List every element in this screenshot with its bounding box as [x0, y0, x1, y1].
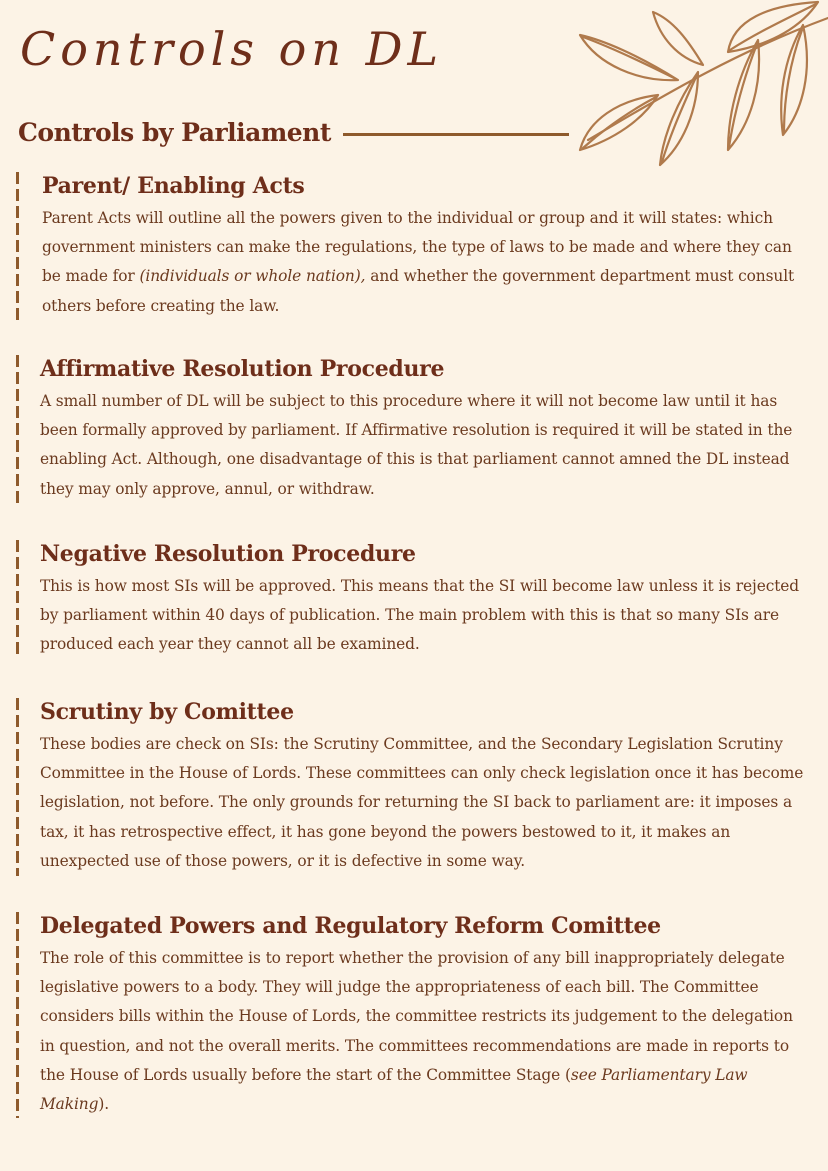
section-dashed-bar [16, 355, 19, 505]
section-body: A small number of DL will be subject to this procedure where it will not become law until it has been formally approved by parliament. If Affirmative resolution is required it will be stated in the enabling Act. Although, one disadvantage of this is that parliament cannot amned the DL instead they may only approve, annul, or withdraw. [40, 392, 793, 498]
page-title: Controls on DL [20, 22, 443, 76]
section-heading: Negative Resolution Procedure [40, 541, 416, 567]
section-heading: Affirmative Resolution Procedure [40, 356, 445, 382]
section-dashed-bar [16, 172, 19, 320]
section-dashed-bar [16, 912, 19, 1118]
section-heading: Parent/ Enabling Acts [42, 173, 305, 199]
section-body: Parent Acts will outline all the powers given to the individual or group and it will states: which government ministers can make the regulations, the type of laws to be made and where they can be made for (individuals or whole nation), and whether the government department must consult others before creating the law. [42, 209, 795, 315]
section-negative-resolution [16, 540, 812, 658]
subtitle: Controls by Parliament [18, 118, 331, 147]
section-scrutiny-by-committee [16, 698, 812, 876]
leaf-branch-icon [578, 0, 828, 175]
section-heading: Delegated Powers and Regulatory Reform Comittee [40, 913, 661, 939]
subtitle-row [18, 118, 569, 147]
section-affirmative-resolution [16, 355, 812, 505]
section-heading: Scrutiny by Comittee [40, 699, 294, 725]
subtitle-divider [343, 133, 569, 136]
section-body: This is how most SIs will be approved. This means that the SI will become law unless it is rejected by parliament within 40 days of publication. The main problem with this is that so many SIs are produced each year they cannot all be examined. [40, 577, 800, 654]
section-dashed-bar [16, 540, 19, 658]
section-parent-enabling-acts [16, 172, 812, 320]
section-delegated-powers-committee [16, 912, 812, 1118]
section-body: These bodies are check on SIs: the Scrutiny Committee, and the Secondary Legislation Scrutiny Committee in the House of Lords. These committees can only check legislation once it has become legislation, not before. The only grounds for returning the SI back to parliament are: it imposes a tax, it has retrospective effect, it has gone beyond the powers bestowed to it, it makes an unexpected use of those powers, or it is defective in some way. [40, 735, 804, 870]
section-body: The role of this committee is to report whether the provision of any bill inappropriately delegate legislative powers to a body. They will judge the appropriateness of each bill. The Committee considers bills within the House of Lords, the committee restricts its judgement to the delegation in question, and not the overall merits. The committees recommendations are made in reports to the House of Lords usually before the start of the Committee Stage (see Parliamentary Law Making). [40, 949, 793, 1114]
section-dashed-bar [16, 698, 19, 876]
